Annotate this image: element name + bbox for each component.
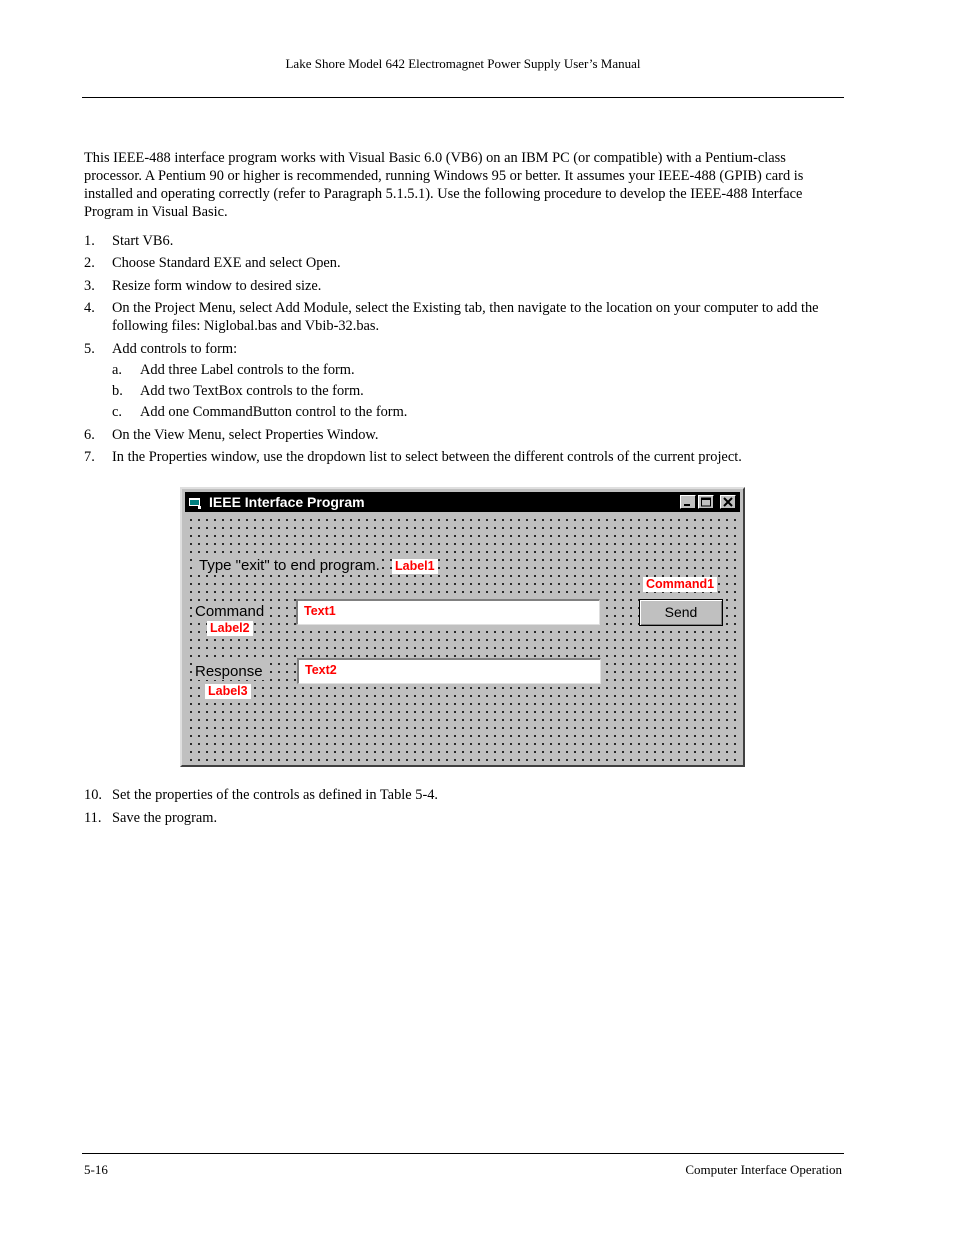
intro-paragraph: This IEEE-488 interface program works with Visual Basic 6.0 (VB6) on an IBM PC (or compatible) with a Pentium-class processor. A Pentium 90 or higher is recommended, running Windows 95 or better. It assumes your IEEE-488 (GPIB) card is installed and operating correctly (refer to Paragraph 5.1.5.1). Use the following procedure to develop the IEEE-488 Interface Program in Visual Basic. <box>84 150 804 220</box>
vb-form-window <box>180 487 745 767</box>
step-number: b. <box>112 383 123 399</box>
step-number: 4. <box>84 300 95 316</box>
step-number: c. <box>112 404 122 420</box>
form-design-grid <box>185 514 740 762</box>
running-header: Lake Shore Model 642 Electromagnet Power Supply User’s Manual <box>285 56 641 71</box>
step-number: 11. <box>84 810 102 826</box>
step-text: On the View Menu, select Properties Window. <box>112 427 379 443</box>
maximize-icon[interactable] <box>698 495 714 509</box>
step-number: 10. <box>84 787 102 803</box>
label1-tag: Label1 <box>392 559 438 574</box>
label2-caption: Command <box>195 603 265 620</box>
step-text: On the Project Menu, select Add Module, select the Existing tab, then navigate to the location on your computer to add the following files: Niglobal.bas and Vbib-32.bas. <box>112 300 819 334</box>
label2-tag: Label2 <box>207 621 253 636</box>
send-button[interactable]: Send <box>639 599 723 626</box>
step-text: In the Properties window, use the dropdown list to select between the different controls of the current project. <box>112 449 742 465</box>
step-number: 1. <box>84 233 95 249</box>
step-number: 3. <box>84 278 95 294</box>
command1-tag: Command1 <box>643 577 717 592</box>
label3-caption: Response <box>195 663 263 680</box>
form-title-bar <box>185 492 740 512</box>
step-text: Start VB6. <box>112 233 174 249</box>
step-text: Add controls to form: <box>112 341 238 357</box>
step-number: 6. <box>84 427 95 443</box>
label3-tag: Label3 <box>205 684 251 699</box>
step-text: Resize form window to desired size. <box>112 278 322 294</box>
text1-input[interactable] <box>296 599 600 625</box>
step-text: Add two TextBox controls to the form. <box>140 383 364 399</box>
step-number: 2. <box>84 255 95 271</box>
label1-caption: Type "exit" to end program. <box>199 557 380 574</box>
vb-form-icon <box>189 496 202 507</box>
step-text: Add one CommandButton control to the form. <box>140 404 408 420</box>
text2-tag: Text2 <box>305 663 337 677</box>
footer-rule <box>82 1153 844 1154</box>
footer-section-title: Computer Interface Operation <box>685 1162 842 1177</box>
step-text: Set the properties of the controls as defined in Table 5-4. <box>112 787 439 803</box>
step-text: Add three Label controls to the form. <box>140 362 355 378</box>
page-number: 5-16 <box>84 1162 108 1177</box>
form-title: IEEE Interface Program <box>209 494 365 510</box>
step-number: a. <box>112 362 122 378</box>
step-number: 7. <box>84 449 95 465</box>
minimize-icon[interactable] <box>680 495 696 509</box>
step-text: Choose Standard EXE and select Open. <box>112 255 341 271</box>
text2-input[interactable] <box>297 658 601 684</box>
step-text: Save the program. <box>112 810 218 826</box>
header-rule <box>82 97 844 98</box>
step-number: 5. <box>84 341 95 357</box>
text1-tag: Text1 <box>304 604 336 618</box>
close-icon[interactable] <box>720 495 736 509</box>
